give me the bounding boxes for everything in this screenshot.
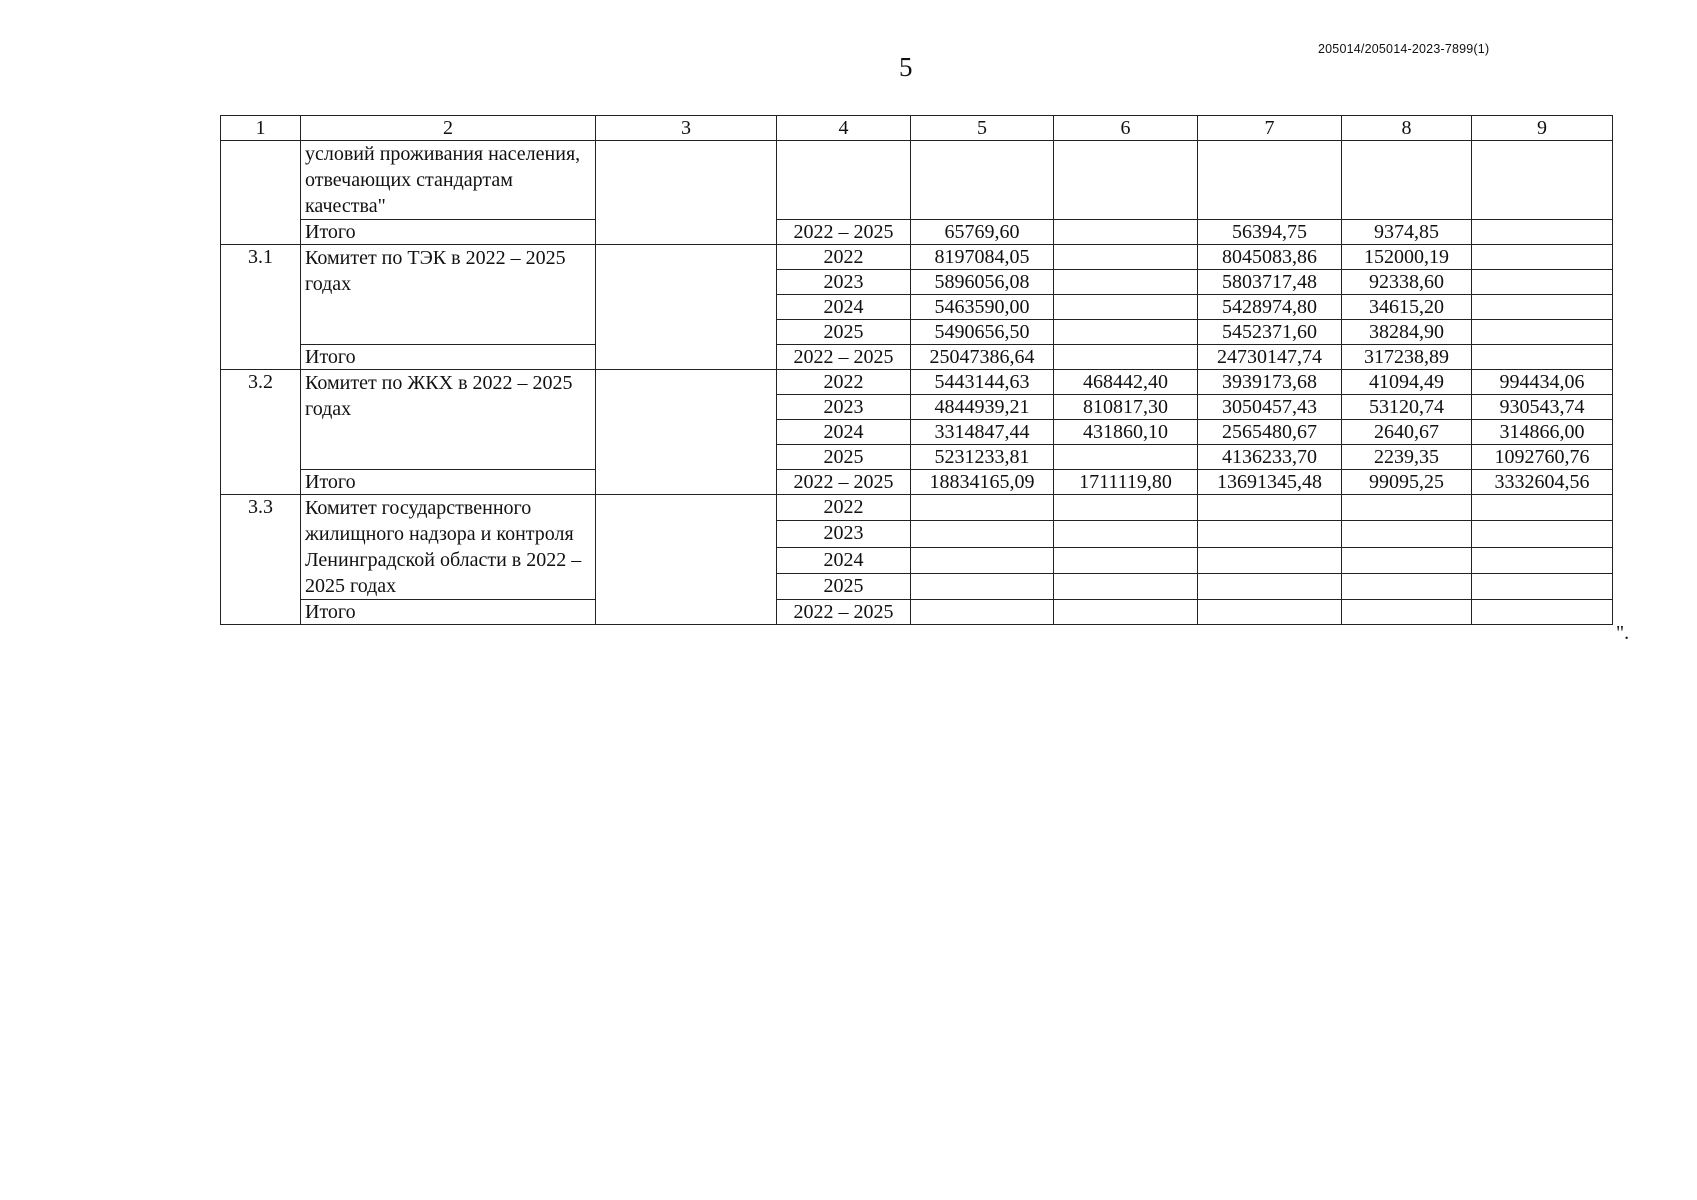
value-cell xyxy=(1472,495,1613,521)
value-cell xyxy=(911,495,1054,521)
value-cell: 2640,67 xyxy=(1342,420,1472,445)
year-cell: 2023 xyxy=(777,395,911,420)
value-cell: 3050457,43 xyxy=(1198,395,1342,420)
value-cell: 468442,40 xyxy=(1054,370,1198,395)
empty-cell xyxy=(1472,141,1613,220)
value-cell xyxy=(1054,245,1198,270)
value-cell xyxy=(1472,345,1613,370)
header-cell: 7 xyxy=(1198,116,1342,141)
empty-cell xyxy=(1198,141,1342,220)
row-number-cell xyxy=(221,141,301,245)
value-cell xyxy=(1472,295,1613,320)
value-cell xyxy=(1342,547,1472,573)
value-cell: 65769,60 xyxy=(911,220,1054,245)
value-cell: 5428974,80 xyxy=(1198,295,1342,320)
table-row xyxy=(221,245,1613,270)
empty-cell xyxy=(596,495,777,625)
value-cell: 8197084,05 xyxy=(911,245,1054,270)
year-cell: 2022 xyxy=(777,495,911,521)
value-cell xyxy=(1342,521,1472,547)
row-number-cell: 3.2 xyxy=(221,370,301,495)
value-cell: 2565480,67 xyxy=(1198,420,1342,445)
value-cell xyxy=(1054,573,1198,599)
year-cell: 2025 xyxy=(777,573,911,599)
value-cell: 152000,19 xyxy=(1342,245,1472,270)
header-cell: 9 xyxy=(1472,116,1613,141)
empty-cell xyxy=(1054,141,1198,220)
year-cell: 2024 xyxy=(777,420,911,445)
table-row xyxy=(221,495,1613,521)
value-cell: 930543,74 xyxy=(1472,395,1613,420)
value-cell: 13691345,48 xyxy=(1198,470,1342,495)
value-cell: 5452371,60 xyxy=(1198,320,1342,345)
value-cell: 3939173,68 xyxy=(1198,370,1342,395)
value-cell xyxy=(1472,600,1613,625)
value-cell: 18834165,09 xyxy=(911,470,1054,495)
year-cell: 2024 xyxy=(777,295,911,320)
empty-cell xyxy=(596,245,777,370)
value-cell: 92338,60 xyxy=(1342,270,1472,295)
value-cell: 5463590,00 xyxy=(911,295,1054,320)
value-cell xyxy=(1054,547,1198,573)
value-cell xyxy=(1054,320,1198,345)
value-cell xyxy=(911,573,1054,599)
header-cell: 3 xyxy=(596,116,777,141)
empty-cell xyxy=(1342,141,1472,220)
value-cell xyxy=(1472,220,1613,245)
value-cell xyxy=(1342,495,1472,521)
header-cell: 5 xyxy=(911,116,1054,141)
period-cell: 2022 – 2025 xyxy=(777,600,911,625)
header-cell: 4 xyxy=(777,116,911,141)
value-cell: 5803717,48 xyxy=(1198,270,1342,295)
period-cell: 2022 – 2025 xyxy=(777,345,911,370)
year-cell: 2025 xyxy=(777,445,911,470)
value-cell xyxy=(1198,600,1342,625)
value-cell: 34615,20 xyxy=(1342,295,1472,320)
year-cell: 2023 xyxy=(777,521,911,547)
value-cell xyxy=(1472,547,1613,573)
value-cell: 5231233,81 xyxy=(911,445,1054,470)
empty-cell xyxy=(777,141,911,220)
value-cell: 5443144,63 xyxy=(911,370,1054,395)
row-description: условий проживания населения, отвечающих стандартам качества" xyxy=(301,141,596,220)
value-cell: 53120,74 xyxy=(1342,395,1472,420)
value-cell xyxy=(911,600,1054,625)
year-cell: 2022 xyxy=(777,370,911,395)
value-cell xyxy=(1342,573,1472,599)
value-cell xyxy=(1472,573,1613,599)
value-cell: 5896056,08 xyxy=(911,270,1054,295)
value-cell: 1092760,76 xyxy=(1472,445,1613,470)
value-cell xyxy=(1054,345,1198,370)
row-description: Комитет государственного жилищного надзора и контроля Ленинградской области в 2022 – 2025 годах xyxy=(301,495,596,600)
value-cell xyxy=(1198,521,1342,547)
year-cell: 2025 xyxy=(777,320,911,345)
value-cell: 4844939,21 xyxy=(911,395,1054,420)
value-cell: 8045083,86 xyxy=(1198,245,1342,270)
value-cell: 314866,00 xyxy=(1472,420,1613,445)
row-description: Комитет по ТЭК в 2022 – 2025 годах xyxy=(301,245,596,345)
header-cell: 8 xyxy=(1342,116,1472,141)
total-row xyxy=(221,470,1613,495)
year-cell: 2022 xyxy=(777,245,911,270)
value-cell xyxy=(1472,521,1613,547)
total-row xyxy=(221,220,1613,245)
row-description: Комитет по ЖКХ в 2022 – 2025 годах xyxy=(301,370,596,470)
closing-quote: ". xyxy=(1616,622,1630,644)
value-cell: 1711119,80 xyxy=(1054,470,1198,495)
value-cell: 317238,89 xyxy=(1342,345,1472,370)
value-cell: 810817,30 xyxy=(1054,395,1198,420)
value-cell xyxy=(1198,495,1342,521)
value-cell: 99095,25 xyxy=(1342,470,1472,495)
itogo-label: Итого xyxy=(301,600,596,625)
header-cell: 2 xyxy=(301,116,596,141)
row-number-cell: 3.1 xyxy=(221,245,301,370)
value-cell xyxy=(1472,270,1613,295)
empty-cell xyxy=(911,141,1054,220)
row-number-cell: 3.3 xyxy=(221,495,301,625)
value-cell: 56394,75 xyxy=(1198,220,1342,245)
year-cell: 2023 xyxy=(777,270,911,295)
value-cell: 9374,85 xyxy=(1342,220,1472,245)
period-cell: 2022 – 2025 xyxy=(777,220,911,245)
value-cell xyxy=(1198,547,1342,573)
value-cell xyxy=(911,521,1054,547)
value-cell: 41094,49 xyxy=(1342,370,1472,395)
period-cell: 2022 – 2025 xyxy=(777,470,911,495)
itogo-label: Итого xyxy=(301,345,596,370)
table-row xyxy=(221,141,1613,220)
budget-table xyxy=(220,115,1613,625)
value-cell xyxy=(1054,521,1198,547)
value-cell xyxy=(1472,245,1613,270)
value-cell xyxy=(911,547,1054,573)
value-cell: 5490656,50 xyxy=(911,320,1054,345)
empty-cell xyxy=(596,370,777,495)
itogo-label: Итого xyxy=(301,470,596,495)
value-cell xyxy=(1054,295,1198,320)
value-cell: 25047386,64 xyxy=(911,345,1054,370)
value-cell: 4136233,70 xyxy=(1198,445,1342,470)
value-cell: 2239,35 xyxy=(1342,445,1472,470)
value-cell: 24730147,74 xyxy=(1198,345,1342,370)
total-row xyxy=(221,600,1613,625)
value-cell xyxy=(1054,445,1198,470)
value-cell xyxy=(1342,600,1472,625)
value-cell: 994434,06 xyxy=(1472,370,1613,395)
value-cell: 431860,10 xyxy=(1054,420,1198,445)
table-row xyxy=(221,370,1613,395)
document-id: 205014/205014-2023-7899(1) xyxy=(1318,42,1490,56)
header-cell: 1 xyxy=(221,116,301,141)
value-cell xyxy=(1054,270,1198,295)
header-cell: 6 xyxy=(1054,116,1198,141)
value-cell xyxy=(1054,220,1198,245)
value-cell: 3314847,44 xyxy=(911,420,1054,445)
value-cell xyxy=(1054,495,1198,521)
value-cell: 3332604,56 xyxy=(1472,470,1613,495)
value-cell xyxy=(1054,600,1198,625)
header-row xyxy=(221,116,1613,141)
year-cell: 2024 xyxy=(777,547,911,573)
value-cell: 38284,90 xyxy=(1342,320,1472,345)
value-cell xyxy=(1198,573,1342,599)
empty-cell xyxy=(596,141,777,245)
total-row xyxy=(221,345,1613,370)
itogo-label: Итого xyxy=(301,220,596,245)
value-cell xyxy=(1472,320,1613,345)
page-number: 5 xyxy=(899,52,913,82)
